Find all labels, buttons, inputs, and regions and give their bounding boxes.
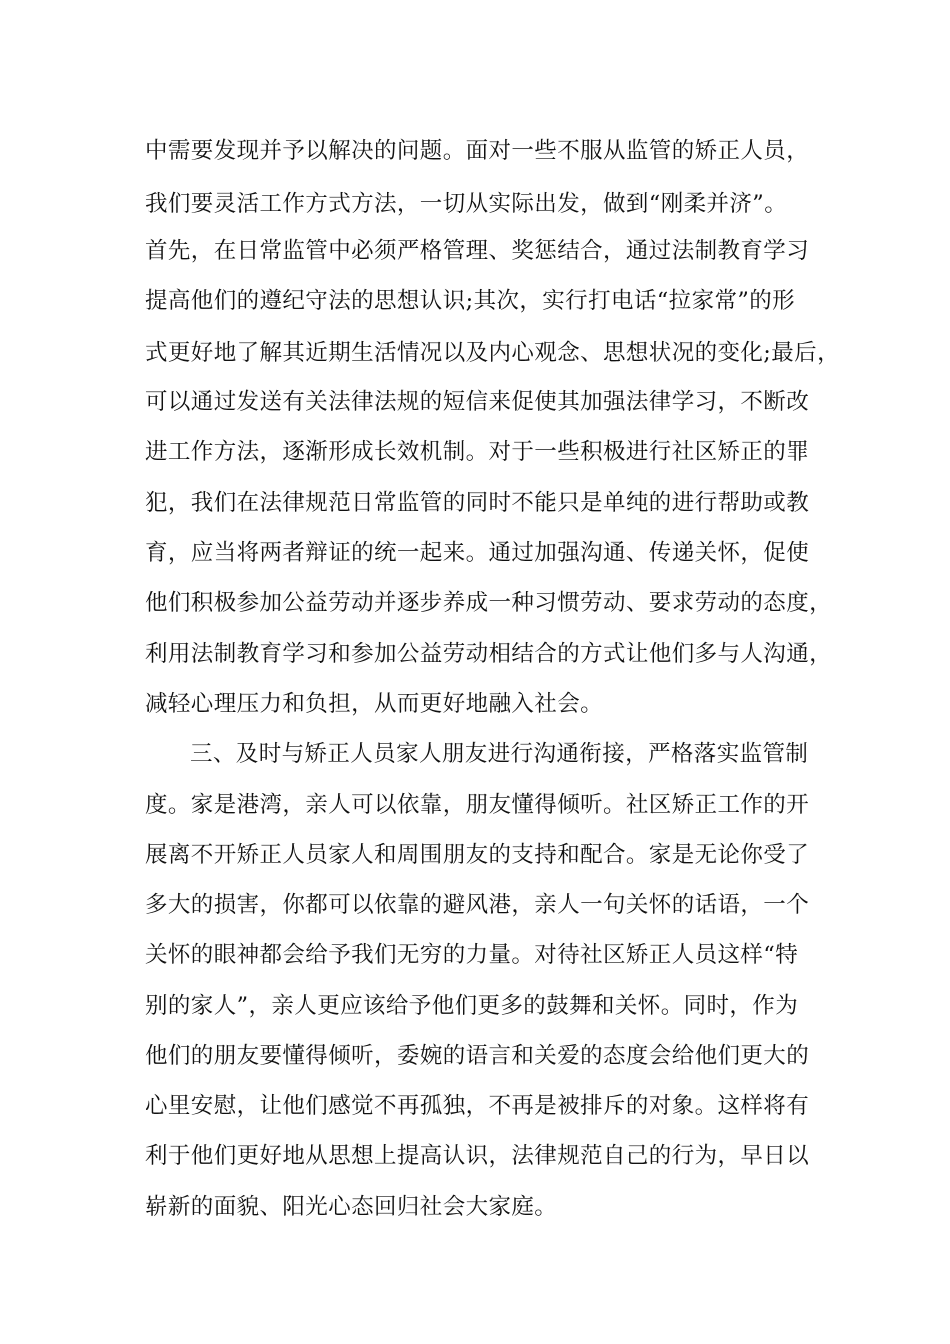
paragraph-line: 多大的损害，你都可以依靠的避风港，亲人一句关怀的话语，一个: [145, 892, 810, 918]
paragraph-line: 我们要灵活工作方式方法，一切从实际出发，做到“刚柔并济”。: [145, 191, 788, 217]
paragraph-line: 利用法制教育学习和参加公益劳动相结合的方式让他们多与人沟通，: [145, 641, 833, 667]
paragraph-line: 育，应当将两者辩证的统一起来。通过加强沟通、传递关怀，促使: [145, 540, 810, 566]
section-heading-line: 三、及时与矫正人员家人朋友进行沟通衔接，严格落实监管制: [190, 741, 809, 767]
paragraph-line: 减轻心理压力和负担，从而更好地融入社会。: [145, 691, 604, 717]
paragraph-line: 犯，我们在法律规范日常监管的同时不能只是单纯的进行帮助或教: [145, 490, 810, 516]
paragraph-line: 别的家人”，亲人更应该给予他们更多的鼓舞和关怀。同时，作为: [145, 993, 799, 1019]
paragraph-line: 提高他们的遵纪守法的思想认识;其次，实行打电话“拉家常”的形: [145, 288, 796, 314]
paragraph-line: 利于他们更好地从思想上提高认识，法律规范自己的行为，早日以: [145, 1143, 810, 1169]
paragraph-line: 进工作方法，逐渐形成长效机制。对于一些积极进行社区矫正的罪: [145, 439, 810, 465]
paragraph-line: 心里安慰，让他们感觉不再孤独，不再是被排斥的对象。这样将有: [145, 1093, 810, 1119]
paragraph-line: 式更好地了解其近期生活情况以及内心观念、思想状况的变化;最后，: [145, 340, 840, 366]
paragraph-line: 他们的朋友要懂得倾听，委婉的语言和关爱的态度会给他们更大的: [145, 1043, 810, 1069]
paragraph-line: 中需要发现并予以解决的问题。面对一些不服从监管的矫正人员，: [145, 138, 810, 164]
paragraph-line: 首先，在日常监管中必须严格管理、奖惩结合，通过法制教育学习: [145, 238, 810, 264]
paragraph-line: 崭新的面貌、阳光心态回归社会大家庭。: [145, 1194, 558, 1220]
paragraph-line: 可以通过发送有关法律法规的短信来促使其加强法律学习，不断改: [145, 389, 810, 415]
paragraph-line: 度。家是港湾，亲人可以依靠，朋友懂得倾听。社区矫正工作的开: [145, 792, 810, 818]
paragraph-line: 关怀的眼神都会给予我们无穷的力量。对待社区矫正人员这样“特: [145, 942, 799, 968]
paragraph-line: 他们积极参加公益劳动并逐步养成一种习惯劳动、要求劳动的态度，: [145, 590, 833, 616]
paragraph-line: 展离不开矫正人员家人和周围朋友的支持和配合。家是无论你受了: [145, 842, 810, 868]
